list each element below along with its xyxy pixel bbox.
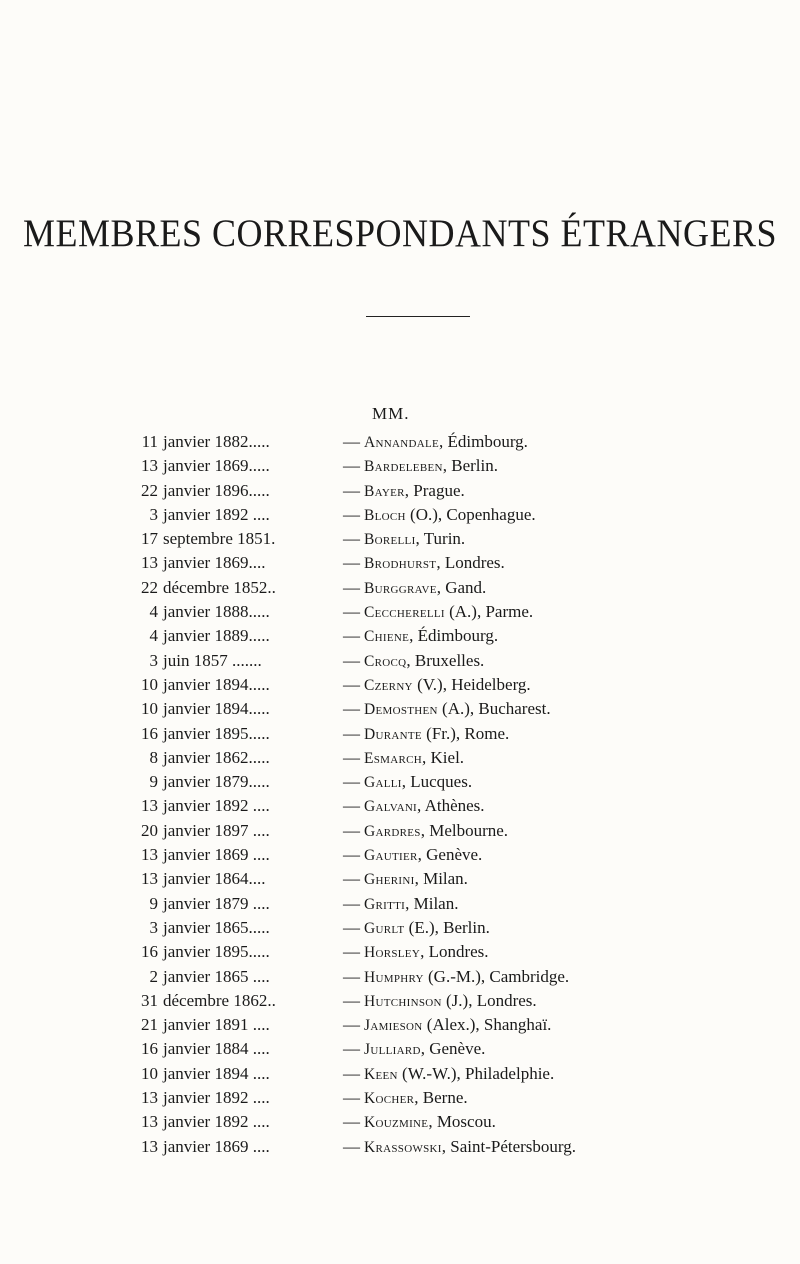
date-month-year: janvier 1862..... — [163, 747, 270, 767]
separator-dash: — — [343, 893, 360, 913]
list-item — [132, 843, 692, 867]
separator-dash: — — [343, 650, 360, 670]
member-name: Kocher — [364, 1090, 415, 1108]
member-entry — [364, 673, 531, 698]
list-item — [132, 649, 692, 673]
date-month-year: janvier 1869..... — [163, 456, 270, 476]
list-item — [132, 722, 692, 746]
separator-dash: — — [343, 1015, 360, 1035]
separator-dash: — — [343, 674, 360, 694]
date-day: 20 — [141, 820, 158, 840]
date-day: 16 — [141, 942, 158, 962]
date-month-year: janvier 1864.... — [163, 869, 266, 889]
election-date — [132, 867, 328, 891]
election-date — [132, 673, 328, 697]
date-month-year: janvier 1894..... — [163, 699, 270, 719]
date-month-year: janvier 1869 .... — [163, 845, 270, 865]
separator-dash: — — [343, 432, 360, 451]
member-name: Borelli — [364, 531, 416, 549]
member-entry — [364, 454, 498, 479]
list-item — [132, 1037, 692, 1061]
member-details: (G.-M.), Cambridge. — [423, 966, 570, 986]
separator-dash: — — [343, 480, 360, 500]
member-name: Humphry — [364, 968, 424, 986]
member-details: (W.-W.), Philadelphie. — [397, 1063, 555, 1083]
election-date — [132, 649, 328, 673]
election-date — [132, 746, 328, 770]
member-name: Horsley — [364, 944, 421, 962]
member-entry — [364, 600, 533, 625]
election-date — [132, 503, 328, 527]
separator-dash: — — [343, 553, 360, 573]
date-month-year: janvier 1894..... — [163, 674, 270, 694]
member-details: , Londres. — [436, 553, 505, 573]
election-date — [132, 1013, 328, 1037]
member-name: Julliard — [364, 1041, 421, 1059]
member-entry — [364, 989, 537, 1014]
date-month-year: janvier 1894 .... — [163, 1063, 270, 1083]
list-item — [132, 576, 692, 600]
list-item — [132, 916, 692, 940]
date-day: 13 — [141, 1088, 158, 1108]
date-day: 21 — [141, 1015, 158, 1035]
date-day: 16 — [141, 1039, 158, 1059]
date-month-year: janvier 1879 .... — [163, 893, 270, 913]
member-details: , Gand. — [436, 577, 487, 597]
member-list — [132, 430, 692, 1159]
date-month-year: janvier 1892 .... — [163, 796, 270, 816]
member-details: , Berne. — [414, 1088, 468, 1108]
date-month-year: janvier 1889..... — [163, 626, 270, 646]
date-day: 13 — [141, 456, 158, 476]
member-entry — [364, 746, 464, 771]
list-item — [132, 965, 692, 989]
separator-dash: — — [343, 966, 360, 986]
member-entry — [364, 867, 468, 892]
member-details: , Genève. — [420, 1039, 486, 1059]
separator-dash: — — [343, 529, 360, 549]
date-month-year: janvier 1892 .... — [163, 1112, 270, 1132]
date-day: 10 — [141, 1063, 158, 1083]
member-name: Burggrave — [364, 579, 437, 597]
election-date — [132, 1037, 328, 1061]
member-entry — [364, 794, 485, 819]
member-entry — [364, 1062, 554, 1087]
election-date — [132, 916, 328, 940]
date-day: 17 — [141, 529, 158, 549]
member-details: , Genève. — [417, 845, 483, 865]
member-details: (A.), Parme. — [444, 602, 534, 622]
honorific: MM. — [372, 404, 410, 423]
date-day: 10 — [141, 674, 158, 694]
list-item — [132, 697, 692, 721]
list-item — [132, 746, 692, 770]
election-date — [132, 1062, 328, 1086]
list-item — [132, 479, 692, 503]
member-name: Gardres — [364, 822, 421, 840]
separator-dash: — — [343, 747, 360, 767]
member-name: Durante — [364, 725, 422, 743]
member-entry — [364, 430, 528, 455]
date-month-year: décembre 1862.. — [163, 990, 276, 1010]
date-month-year: janvier 1897 .... — [163, 820, 270, 840]
member-entry — [364, 916, 490, 941]
member-details: , Londres. — [420, 942, 489, 962]
date-day: 4 — [149, 626, 158, 646]
member-name: Galli — [364, 774, 402, 792]
date-day: 3 — [149, 917, 158, 937]
list-item — [132, 430, 692, 454]
election-date — [132, 819, 328, 843]
date-day: 9 — [149, 893, 158, 913]
member-name: Gherini — [364, 871, 415, 889]
list-item — [132, 600, 692, 624]
member-entry — [364, 527, 465, 552]
separator-dash: — — [343, 869, 360, 889]
member-details: , Édimbourg. — [439, 432, 528, 451]
member-details: , Bruxelles. — [406, 650, 485, 670]
election-date — [132, 697, 328, 721]
date-month-year: décembre 1852.. — [163, 577, 276, 597]
date-day: 13 — [141, 796, 158, 816]
title-rule — [366, 316, 470, 317]
election-date — [132, 770, 328, 794]
member-entry — [364, 819, 508, 844]
member-details: (A.), Bucharest. — [437, 699, 551, 719]
separator-dash: — — [343, 796, 360, 816]
date-day: 3 — [149, 504, 158, 524]
date-day: 13 — [141, 1112, 158, 1132]
election-date — [132, 600, 328, 624]
member-entry — [364, 624, 498, 649]
member-name: Galvani — [364, 798, 418, 816]
election-date — [132, 624, 328, 648]
date-day: 22 — [141, 480, 158, 500]
member-details: (Alex.), Shanghaï. — [422, 1015, 552, 1035]
date-month-year: janvier 1891 .... — [163, 1015, 270, 1035]
date-month-year: septembre 1851. — [163, 529, 276, 549]
separator-dash: — — [343, 1088, 360, 1108]
date-day: 8 — [149, 747, 158, 767]
election-date — [132, 843, 328, 867]
member-details: , Moscou. — [428, 1112, 496, 1132]
page-title: MEMBRES CORRESPONDANTS ÉTRANGERS — [22, 211, 778, 255]
member-entry — [364, 940, 489, 965]
member-name: Brodhurst — [364, 555, 437, 573]
member-details: , Édimbourg. — [409, 626, 499, 646]
date-day: 4 — [149, 602, 158, 622]
election-date — [132, 527, 328, 551]
date-day: 11 — [141, 432, 158, 451]
date-month-year: janvier 1895..... — [163, 942, 270, 962]
date-day: 9 — [149, 772, 158, 792]
member-name: Czerny — [364, 676, 413, 694]
member-entry — [364, 1013, 551, 1038]
separator-dash: — — [343, 504, 360, 524]
separator-dash: — — [343, 456, 360, 476]
member-details: (J.), Londres. — [441, 990, 537, 1010]
member-entry — [364, 503, 536, 528]
list-item — [132, 624, 692, 648]
member-name: Esmarch — [364, 749, 423, 767]
separator-dash: — — [343, 1136, 360, 1156]
member-entry — [364, 965, 569, 990]
separator-dash: — — [343, 917, 360, 937]
date-day: 13 — [141, 1136, 158, 1156]
list-item — [132, 673, 692, 697]
separator-dash: — — [343, 990, 360, 1010]
member-entry — [364, 479, 465, 504]
date-day: 13 — [141, 553, 158, 573]
list-item — [132, 1110, 692, 1134]
date-month-year: janvier 1892 .... — [163, 504, 270, 524]
member-name: Gurlt — [364, 919, 405, 937]
member-entry — [364, 770, 472, 795]
member-name: Annandale — [364, 434, 439, 451]
date-month-year: janvier 1888..... — [163, 602, 270, 622]
date-month-year: janvier 1895..... — [163, 723, 270, 743]
election-date — [132, 940, 328, 964]
list-item — [132, 770, 692, 794]
date-month-year: janvier 1896..... — [163, 480, 270, 500]
member-name: Hutchinson — [364, 992, 442, 1010]
member-entry — [364, 1110, 496, 1135]
separator-dash: — — [343, 699, 360, 719]
separator-dash: — — [343, 602, 360, 622]
date-month-year: janvier 1865..... — [163, 917, 270, 937]
date-day: 16 — [141, 723, 158, 743]
date-day: 31 — [141, 990, 158, 1010]
member-details: (Fr.), Rome. — [421, 723, 510, 743]
list-item — [132, 1086, 692, 1110]
date-day: 2 — [149, 966, 158, 986]
member-details: , Turin. — [415, 529, 466, 549]
separator-dash: — — [343, 942, 360, 962]
date-day: 13 — [141, 869, 158, 889]
member-details: , Saint-Pétersbourg. — [441, 1136, 577, 1156]
list-item — [132, 1135, 692, 1159]
list-item — [132, 1062, 692, 1086]
date-day: 3 — [149, 650, 158, 670]
member-name: Gautier — [364, 847, 418, 865]
member-entry — [364, 697, 551, 722]
date-month-year: janvier 1882..... — [163, 432, 270, 451]
member-details: , Milan. — [414, 869, 468, 889]
separator-dash: — — [343, 626, 360, 646]
election-date — [132, 989, 328, 1013]
date-month-year: janvier 1884 .... — [163, 1039, 270, 1059]
member-name: Demosthen — [364, 701, 438, 719]
list-item — [132, 819, 692, 843]
member-name: Krassowski — [364, 1138, 442, 1156]
member-name: Crocq — [364, 652, 407, 670]
date-month-year: janvier 1865 .... — [163, 966, 270, 986]
member-name: Chiene — [364, 628, 410, 646]
date-month-year: janvier 1869 .... — [163, 1136, 270, 1156]
list-item — [132, 794, 692, 818]
member-details: , Prague. — [404, 480, 465, 500]
separator-dash: — — [343, 820, 360, 840]
list-item — [132, 940, 692, 964]
date-month-year: janvier 1879..... — [163, 772, 270, 792]
date-day: 10 — [141, 699, 158, 719]
member-details: , Melbourne. — [420, 820, 509, 840]
election-date — [132, 794, 328, 818]
date-month-year: janvier 1892 .... — [163, 1088, 270, 1108]
election-date — [132, 1086, 328, 1110]
election-date — [132, 551, 328, 575]
election-date — [132, 479, 328, 503]
separator-dash: — — [343, 723, 360, 743]
member-entry — [364, 1086, 468, 1111]
election-date — [132, 1135, 328, 1159]
member-entry — [364, 843, 482, 868]
date-day: 22 — [141, 577, 158, 597]
election-date — [132, 965, 328, 989]
member-entry — [364, 649, 484, 674]
election-date — [132, 430, 328, 454]
member-name: Jamieson — [364, 1017, 423, 1035]
member-entry — [364, 551, 505, 576]
list-item — [132, 1013, 692, 1037]
list-item — [132, 867, 692, 891]
member-details: , Athènes. — [417, 796, 485, 816]
member-entry — [364, 1037, 485, 1062]
member-entry — [364, 892, 458, 917]
election-date — [132, 722, 328, 746]
separator-dash: — — [343, 1112, 360, 1132]
member-name: Bloch — [364, 506, 406, 524]
separator-dash: — — [343, 577, 360, 597]
member-entry — [364, 722, 509, 747]
election-date — [132, 576, 328, 600]
date-month-year: janvier 1869.... — [163, 553, 266, 573]
member-entry — [364, 1135, 576, 1160]
list-item — [132, 503, 692, 527]
member-details: (V.), Heidelberg. — [412, 674, 531, 694]
member-name: Bardeleben — [364, 458, 443, 476]
separator-dash: — — [343, 772, 360, 792]
list-item — [132, 892, 692, 916]
separator-dash: — — [343, 1063, 360, 1083]
list-item — [132, 527, 692, 551]
member-name: Bayer — [364, 482, 405, 500]
separator-dash: — — [343, 1039, 360, 1059]
member-details: , Lucques. — [401, 772, 473, 792]
member-name: Kouzmine — [364, 1114, 429, 1132]
member-details: (E.), Berlin. — [404, 917, 490, 937]
list-item — [132, 551, 692, 575]
member-details: (O.), Copenhague. — [405, 504, 536, 524]
date-month-year: juin 1857 ....... — [163, 650, 262, 670]
separator-dash: — — [343, 845, 360, 865]
member-details: , Kiel. — [422, 747, 465, 767]
member-entry — [364, 576, 486, 601]
election-date — [132, 1110, 328, 1134]
member-details: , Milan. — [405, 893, 459, 913]
member-name: Keen — [364, 1065, 398, 1083]
election-date — [132, 454, 328, 478]
member-name: Gritti — [364, 895, 406, 913]
list-item — [132, 454, 692, 478]
date-day: 13 — [141, 845, 158, 865]
member-details: , Berlin. — [442, 456, 498, 476]
list-item — [132, 989, 692, 1013]
election-date — [132, 892, 328, 916]
member-name: Ceccherelli — [364, 604, 445, 622]
